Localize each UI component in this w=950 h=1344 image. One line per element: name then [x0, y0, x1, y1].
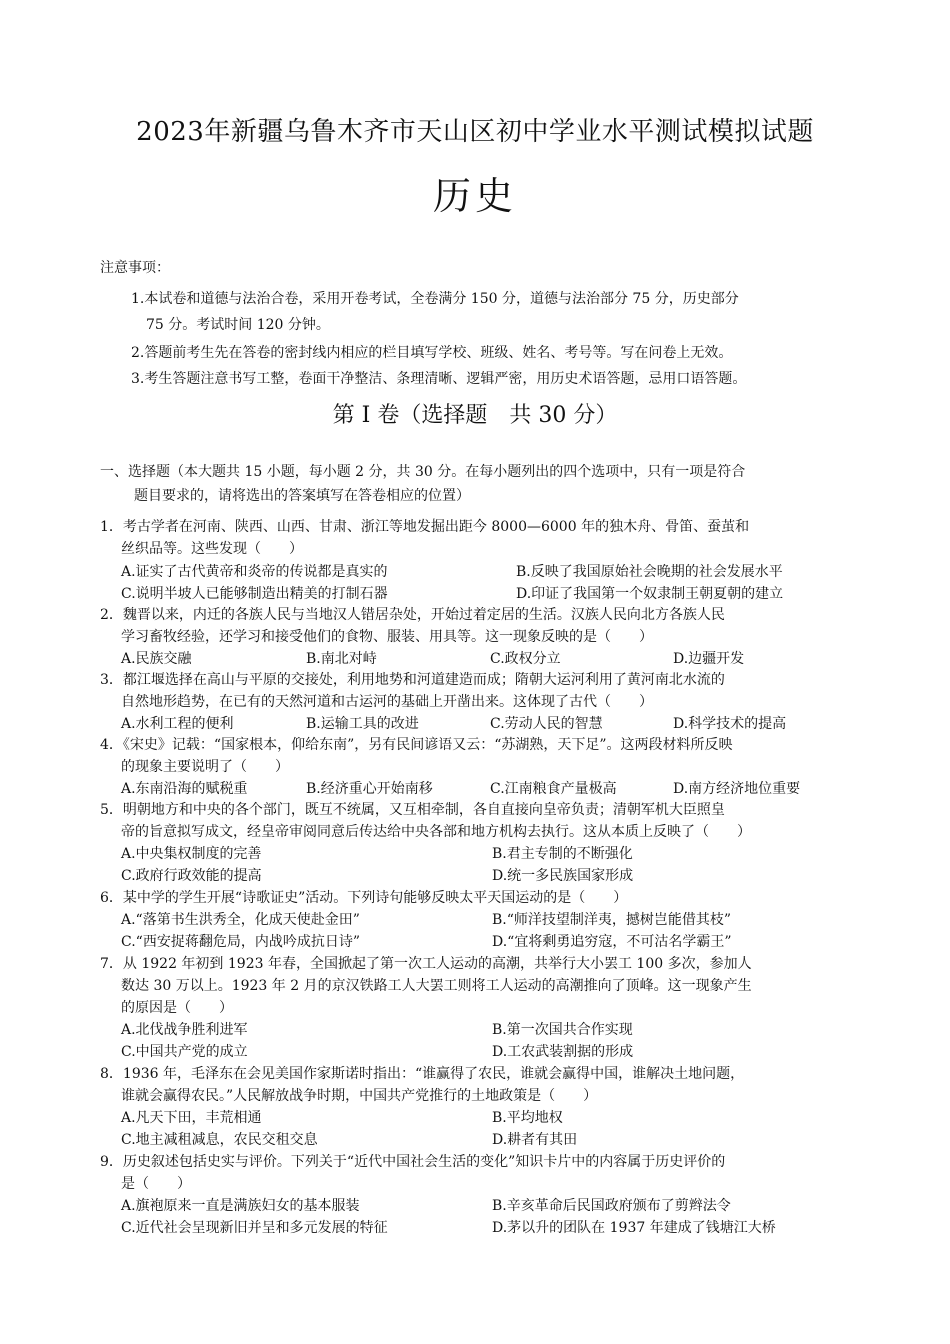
question-9-option-d: D.茅以升的团队在 1937 年建成了钱塘江大桥 — [492, 1220, 776, 1236]
note-item-continued: 75 分。考试时间 120 分钟。 — [146, 317, 330, 333]
question-2-option-c: C.政权分立 — [490, 651, 561, 667]
note-item: 1.本试卷和道德与法治合卷，采用开卷考试，全卷满分 150 分，道德与法治部分 75 分，历史部分 — [131, 291, 739, 307]
question-8-option-d: D.耕者有其田 — [492, 1132, 578, 1148]
question-6-option-b: B.“师洋技望制洋夷，撼树岂能借其枝” — [492, 912, 732, 928]
notes-heading: 注意事项： — [100, 260, 170, 276]
exam-title: 2023年新疆乌鲁木齐市天山区初中学业水平测试模拟试题 — [136, 117, 814, 147]
note-item: 2.答题前考生先在答卷的密封线内相应的栏目填写学校、班级、姓名、考号等。写在问卷上无效。 — [131, 345, 733, 361]
question-3-option-b: B.运输工具的改进 — [306, 716, 419, 732]
question-4-stem: 4．《宋史》记载：“国家根本，仰给东南”，另有民间谚语又云：“苏湖熟，天下足”。这两段材料所反映 — [100, 737, 733, 753]
question-9-stem-continued: 是（ ） — [121, 1176, 191, 1192]
question-9-stem: 9．历史叙述包括史实与评价。下列关于“近代中国社会生活的变化”知识卡片中的内容属于历史评价的 — [100, 1154, 726, 1170]
question-7-option-c: C.中国共产党的成立 — [121, 1044, 248, 1060]
question-1-option-b: B.反映了我国原始社会晚期的社会发展水平 — [516, 564, 783, 580]
question-7-stem-continued: 的原因是（ ） — [121, 1000, 233, 1016]
question-3-option-d: D.科学技术的提高 — [673, 716, 787, 732]
question-5-option-c: C.政府行政效能的提高 — [121, 868, 262, 884]
question-9-option-c: C.近代社会呈现新旧并呈和多元发展的特征 — [121, 1220, 388, 1236]
question-2-option-a: A.民族交融 — [121, 651, 192, 667]
question-7-stem: 7．从 1922 年初到 1923 年春，全国掀起了第一次工人运动的高潮，共举行大小罢工 100 多次，参加人 — [100, 956, 752, 972]
question-6-stem: 6．某中学的学生开展“诗歌证史”活动。下列诗句能够反映太平天国运动的是（ ） — [100, 890, 628, 906]
question-7-option-a: A.北伐战争胜利进军 — [121, 1022, 248, 1038]
question-1-stem-continued: 丝织品等。这些发现（ ） — [121, 541, 303, 557]
section-instructions: 一、选择题（本大题共 15 小题，每小题 2 分，共 30 分。在每小题列出的四个选项中，只有一项是符合 — [100, 464, 746, 480]
question-4-option-c: C.江南粮食产量极高 — [490, 781, 617, 797]
question-5-stem: 5．明朝地方和中央的各个部门，既互不统属，又互相牵制，各自直接向皇帝负责；清朝军机大臣照皇 — [100, 802, 725, 818]
section-title: 第 I 卷（选择题 共 30 分） — [332, 403, 618, 428]
question-4-option-b: B.经济重心开始南移 — [306, 781, 433, 797]
question-8-option-a: A.凡天下田，丰荒相通 — [121, 1110, 262, 1126]
note-item: 3.考生答题注意书写工整，卷面干净整洁、条理清晰、逻辑严密，用历史术语答题，忌用口语答题。 — [131, 371, 747, 387]
question-3-stem-continued: 自然地形趋势，在已有的天然河道和古运河的基础上开凿出来。这体现了古代（ ） — [121, 694, 653, 710]
question-2-option-d: D.边疆开发 — [673, 651, 745, 667]
question-1-option-d: D.印证了我国第一个奴隶制王朝夏朝的建立 — [516, 586, 784, 602]
question-2-stem-continued: 学习畜牧经验，还学习和接受他们的食物、服装、用具等。这一现象反映的是（ ） — [121, 629, 653, 645]
question-8-stem: 8．1936 年，毛泽东在会见美国作家斯诺时指出：“谁赢得了农民，谁就会赢得中国，谁解决土地问题， — [100, 1066, 745, 1082]
section-instructions-continued: 题目要求的，请将选出的答案填写在答卷相应的位置） — [134, 488, 470, 504]
question-2-option-b: B.南北对峙 — [306, 651, 377, 667]
question-4-stem-continued: 的现象主要说明了（ ） — [121, 759, 289, 775]
question-2-stem: 2．魏晋以来，内迁的各族人民与当地汉人错居杂处，开始过着定居的生活。汉族人民向北方各族人民 — [100, 607, 725, 623]
question-1-stem: 1．考古学者在河南、陕西、山西、甘肃、浙江等地发掘出距今 8000—6000 年的独木舟、骨笛、蚕茧和 — [100, 519, 750, 535]
question-7-stem-continued: 数达 30 万以上。1923 年 2 月的京汉铁路工人大罢工则将工人运动的高潮推向了顶峰。这一现象产生 — [121, 978, 752, 994]
question-3-option-a: A.水利工程的便利 — [121, 716, 234, 732]
question-8-stem-continued: 谁就会赢得农民。”人民解放战争时期，中国共产党推行的土地政策是（ ） — [121, 1088, 598, 1104]
question-6-option-c: C.“西安捉蒋翻危局，内战吟成抗日诗” — [121, 934, 360, 950]
question-1-option-c: C.说明半坡人已能够制造出精美的打制石器 — [121, 586, 388, 602]
question-5-stem-continued: 帝的旨意拟写成文，经皇帝审阅同意后传达给中央各部和地方机构去执行。这从本质上反映了（ ） — [121, 824, 751, 840]
question-1-option-a: A.证实了古代黄帝和炎帝的传说都是真实的 — [121, 564, 388, 580]
question-4-option-d: D.南方经济地位重要 — [673, 781, 801, 797]
question-5-option-a: A.中央集权制度的完善 — [121, 846, 262, 862]
question-8-option-c: C.地主减租减息，农民交租交息 — [121, 1132, 318, 1148]
question-9-option-b: B.辛亥革命后民国政府颁布了剪辫法令 — [492, 1198, 731, 1214]
question-5-option-d: D.统一多民族国家形成 — [492, 868, 634, 884]
question-4-option-a: A.东南沿海的赋税重 — [121, 781, 248, 797]
question-5-option-b: B.君主专制的不断强化 — [492, 846, 633, 862]
question-3-option-c: C.劳动人民的智慧 — [490, 716, 603, 732]
subject-title: 历史 — [432, 174, 517, 218]
question-7-option-b: B.第一次国共合作实现 — [492, 1022, 633, 1038]
question-3-stem: 3．都江堰选择在高山与平原的交接处，利用地势和河道建造而成；隋朝大运河利用了黄河南北水流的 — [100, 672, 725, 688]
question-7-option-d: D.工农武装割据的形成 — [492, 1044, 634, 1060]
question-6-option-d: D.“宜将剩勇追穷寇，不可沽名学霸王” — [492, 934, 732, 950]
question-8-option-b: B.平均地权 — [492, 1110, 563, 1126]
question-9-option-a: A.旗袍原来一直是满族妇女的基本服装 — [121, 1198, 360, 1214]
question-6-option-a: A.“落第书生洪秀全，化成天使赴金田” — [121, 912, 360, 928]
